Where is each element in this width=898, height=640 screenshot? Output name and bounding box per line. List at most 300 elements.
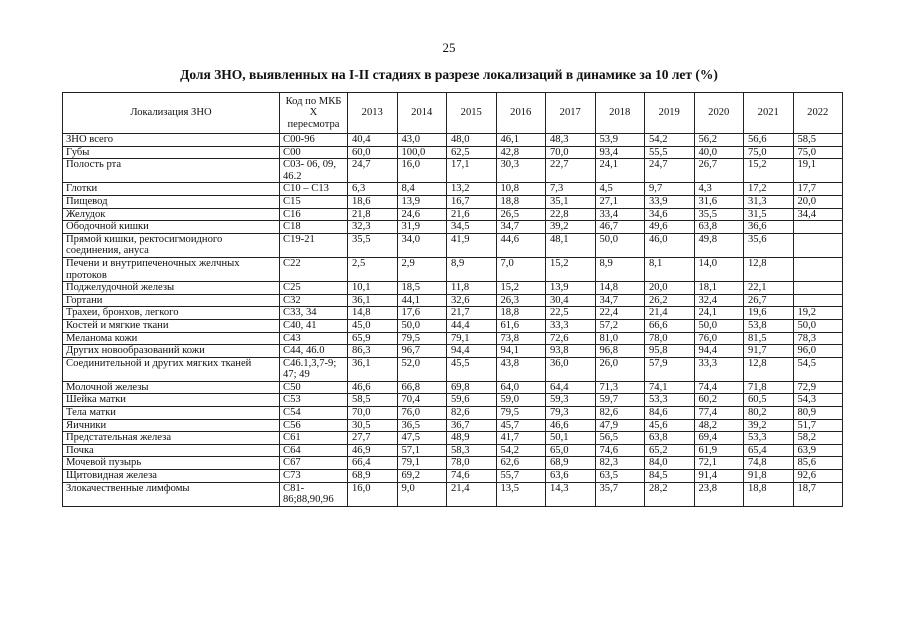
cell-value: 74,6 [595,444,645,457]
cell-value: 50,0 [397,319,447,332]
cell-value: 54,5 [793,357,843,381]
cell-value: 17,2 [744,183,794,196]
cell-value: 32,3 [348,221,398,234]
cell-value: 82,6 [447,407,497,420]
cell-location: Других новообразований кожи [63,345,280,358]
table-row [63,470,843,483]
cell-value: 63,6 [546,470,596,483]
cell-value: 69,4 [694,432,744,445]
cell-value: 21,8 [348,208,398,221]
cell-value: 74,1 [645,381,695,394]
cell-value: 8,4 [397,183,447,196]
cell-code: С03- 06, 09, 46.2 [280,159,348,183]
cell-value: 26,2 [645,294,695,307]
cell-value: 49,6 [645,221,695,234]
cell-value: 21,6 [447,208,497,221]
cell-value: 56,2 [694,134,744,147]
cell-value: 65,0 [546,444,596,457]
cell-value: 48,2 [694,419,744,432]
cell-value: 85,6 [793,457,843,470]
cell-value: 26,7 [694,159,744,183]
header-year: 2013 [348,93,398,134]
cell-value: 66,6 [645,319,695,332]
cell-value: 93,4 [595,146,645,159]
cell-value: 51,7 [793,419,843,432]
cell-value: 45,7 [496,419,546,432]
table-row [63,159,843,183]
cell-value: 54,3 [793,394,843,407]
cell-value: 60,2 [694,394,744,407]
cell-code: С22 [280,257,348,281]
cell-value: 58,3 [447,444,497,457]
header-year: 2016 [496,93,546,134]
cell-value: 44,4 [447,319,497,332]
cell-value: 26,3 [496,294,546,307]
cell-value: 34,4 [793,208,843,221]
header-year: 2017 [546,93,596,134]
cell-value: 32,4 [694,294,744,307]
cell-value: 34,7 [496,221,546,234]
cell-value: 15,2 [546,257,596,281]
cell-value: 65,4 [744,444,794,457]
cell-value: 96,8 [595,345,645,358]
cell-value: 81,5 [744,332,794,345]
cell-value: 70,0 [348,407,398,420]
cell-value: 36,5 [397,419,447,432]
cell-value: 36,0 [546,357,596,381]
cell-value: 80,9 [793,407,843,420]
cell-value: 72,6 [546,332,596,345]
cell-value: 76,0 [397,407,447,420]
cell-value: 63,8 [694,221,744,234]
table-row [63,345,843,358]
cell-value: 63,9 [793,444,843,457]
cell-location: ЗНО всего [63,134,280,147]
cell-value: 14,8 [595,282,645,295]
cell-value: 15,2 [744,159,794,183]
cell-code: С19-21 [280,233,348,257]
cell-value: 24,7 [645,159,695,183]
cell-value: 91,8 [744,470,794,483]
table-row [63,444,843,457]
cell-value: 18,8 [496,307,546,320]
cell-value: 75,0 [744,146,794,159]
cell-code: С56 [280,419,348,432]
cell-value: 22,8 [546,208,596,221]
cell-value: 95,8 [645,345,695,358]
cell-value: 74,4 [694,381,744,394]
cell-value: 65,9 [348,332,398,345]
cell-value: 58,5 [793,134,843,147]
cell-code: С33, 34 [280,307,348,320]
cell-value: 55,5 [645,146,695,159]
cell-value: 7,0 [496,257,546,281]
cell-value: 18,6 [348,195,398,208]
cell-value: 16,7 [447,195,497,208]
cell-location: Желудок [63,208,280,221]
cell-code: С32 [280,294,348,307]
cell-value: 47,5 [397,432,447,445]
cell-value: 39,2 [744,419,794,432]
cell-value: 53,9 [595,134,645,147]
cell-value: 13,2 [447,183,497,196]
cell-value: 36,7 [447,419,497,432]
cell-code: С54 [280,407,348,420]
cell-value: 53,3 [744,432,794,445]
table-row [63,307,843,320]
header-year: 2019 [645,93,695,134]
cell-value: 80,2 [744,407,794,420]
header-location: Локализация ЗНО [63,93,280,134]
cell-value: 21,7 [447,307,497,320]
header-year: 2020 [694,93,744,134]
cell-value: 31,9 [397,221,447,234]
cell-value: 96,7 [397,345,447,358]
cell-location: Соединительной и других мягких тканей [63,357,280,381]
cell-value: 69,8 [447,381,497,394]
cell-value: 78,0 [447,457,497,470]
cell-value: 59,3 [546,394,596,407]
cell-value: 11,8 [447,282,497,295]
table-header-row [63,93,843,134]
cell-value: 15,2 [496,282,546,295]
page-number: 25 [442,40,456,55]
document-title: Доля ЗНО, выявленных на I-II стадиях в разрезе локализаций в динамике за 10 лет (%) [180,67,718,82]
cell-value: 35,6 [744,233,794,257]
cell-value: 32,6 [447,294,497,307]
cell-value: 49,8 [694,233,744,257]
cell-location: Прямой кишки, ректосигмоидного соединения, ануса [63,233,280,257]
cell-value: 72,1 [694,457,744,470]
cell-value: 78,0 [645,332,695,345]
cell-value: 21,4 [645,307,695,320]
header-year: 2022 [793,93,843,134]
cell-value: 45,0 [348,319,398,332]
cell-value: 13,9 [397,195,447,208]
cell-value: 36,1 [348,294,398,307]
header-year: 2021 [744,93,794,134]
cell-code: С44, 46.0 [280,345,348,358]
cell-value: 58,2 [793,432,843,445]
cell-value: 35,5 [348,233,398,257]
cell-value: 59,6 [447,394,497,407]
table-row [63,419,843,432]
cell-value: 71,3 [595,381,645,394]
cell-value: 70,0 [546,146,596,159]
cell-value: 50,0 [793,319,843,332]
cell-value: 2,5 [348,257,398,281]
cell-code: С40, 41 [280,319,348,332]
cell-value: 34,5 [447,221,497,234]
cell-value: 92,6 [793,470,843,483]
cell-value: 63,5 [595,470,645,483]
cell-value: 79,5 [496,407,546,420]
cell-value: 9,0 [397,482,447,506]
cell-value: 76,0 [694,332,744,345]
cell-value: 28,2 [645,482,695,506]
cell-value: 71,8 [744,381,794,394]
cell-value: 55,7 [496,470,546,483]
cell-value: 73,8 [496,332,546,345]
cell-value: 22,5 [546,307,596,320]
cell-value: 43,8 [496,357,546,381]
cell-value: 77,4 [694,407,744,420]
cell-value: 44,6 [496,233,546,257]
cell-value: 82,6 [595,407,645,420]
cell-value: 34,7 [595,294,645,307]
cell-value: 68,9 [348,470,398,483]
cell-value: 20,0 [645,282,695,295]
cell-value: 41,9 [447,233,497,257]
cell-location: Костей и мягкие ткани [63,319,280,332]
cell-location: Почка [63,444,280,457]
cell-location: Мочевой пузырь [63,457,280,470]
cell-value: 65,2 [645,444,695,457]
cell-value: 17,1 [447,159,497,183]
cell-value: 54,2 [496,444,546,457]
cell-value: 56,6 [744,134,794,147]
cell-value: 46,1 [496,134,546,147]
cell-value: 72,9 [793,381,843,394]
cell-code: С00-96 [280,134,348,147]
cell-value: 64,4 [546,381,596,394]
cell-code: С64 [280,444,348,457]
cell-code: С67 [280,457,348,470]
cell-value: 70,4 [397,394,447,407]
cell-value: 36,6 [744,221,794,234]
cell-location: Молочной железы [63,381,280,394]
cell-value: 93,8 [546,345,596,358]
cell-value: 50,0 [595,233,645,257]
cell-code: С00 [280,146,348,159]
cell-value: 30,5 [348,419,398,432]
cell-code: С15 [280,195,348,208]
cell-value: 74,8 [744,457,794,470]
cell-value: 61,6 [496,319,546,332]
cell-value: 31,3 [744,195,794,208]
table-body [63,134,843,507]
cell-code: С25 [280,282,348,295]
cell-value: 91,7 [744,345,794,358]
cell-value: 2,9 [397,257,447,281]
cell-value: 40,0 [694,146,744,159]
cell-value: 46,6 [348,381,398,394]
cell-value: 43,0 [397,134,447,147]
cell-value: 7,3 [546,183,596,196]
cell-value: 79,1 [397,457,447,470]
cell-value: 57,9 [645,357,695,381]
cell-value: 30,4 [546,294,596,307]
table-row [63,257,843,281]
cell-value: 84,0 [645,457,695,470]
cell-value: 59,7 [595,394,645,407]
table-row [63,282,843,295]
cell-value: 94,1 [496,345,546,358]
cell-code: С53 [280,394,348,407]
cell-code: С50 [280,381,348,394]
table-row [63,319,843,332]
cell-value: 79,5 [397,332,447,345]
cell-value: 9,7 [645,183,695,196]
cell-value: 54,2 [645,134,695,147]
cell-code: С18 [280,221,348,234]
cell-value: 64,0 [496,381,546,394]
cell-value: 24,7 [348,159,398,183]
header-code: Код по МКБ X пересмотра [280,93,348,134]
cell-value: 21,4 [447,482,497,506]
cell-value: 35,5 [694,208,744,221]
cell-value: 30,3 [496,159,546,183]
table-row [63,407,843,420]
cell-value [793,233,843,257]
cell-value: 18,8 [496,195,546,208]
cell-value: 31,6 [694,195,744,208]
cell-location: Пищевод [63,195,280,208]
cell-value: 59,0 [496,394,546,407]
cell-value: 12,8 [744,357,794,381]
cell-value: 56,5 [595,432,645,445]
table-row [63,357,843,381]
cell-value: 18,1 [694,282,744,295]
table-row [63,146,843,159]
cell-value: 26,0 [595,357,645,381]
table-row [63,457,843,470]
cell-location: Меланома кожи [63,332,280,345]
cell-value: 42,8 [496,146,546,159]
cell-value: 62,5 [447,146,497,159]
cell-value: 33,3 [694,357,744,381]
cell-value: 86,3 [348,345,398,358]
cell-value: 48,0 [447,134,497,147]
cell-value: 24,1 [694,307,744,320]
cell-value: 48,1 [546,233,596,257]
cell-value: 48,9 [447,432,497,445]
cell-location: Глотки [63,183,280,196]
cell-value: 94,4 [694,345,744,358]
cell-value: 57,2 [595,319,645,332]
cell-value: 40,4 [348,134,398,147]
cell-value [793,282,843,295]
cell-code: С10 – С13 [280,183,348,196]
cell-code: С81-86;88,90,96 [280,482,348,506]
cell-value: 94,4 [447,345,497,358]
cell-value: 26,7 [744,294,794,307]
table-row [63,233,843,257]
cell-value: 20,0 [793,195,843,208]
cell-value: 66,8 [397,381,447,394]
cell-value: 18,8 [744,482,794,506]
cell-value: 53,8 [744,319,794,332]
header-year: 2015 [447,93,497,134]
cell-value: 14,3 [546,482,596,506]
table-row [63,134,843,147]
cell-value: 26,5 [496,208,546,221]
cell-value: 27,7 [348,432,398,445]
cell-value: 8,9 [595,257,645,281]
cell-location: Губы [63,146,280,159]
cell-value: 24,6 [397,208,447,221]
cell-value: 46,0 [645,233,695,257]
cell-value [793,221,843,234]
cell-value: 18,5 [397,282,447,295]
header-year: 2018 [595,93,645,134]
cell-value: 52,0 [397,357,447,381]
cell-code: С43 [280,332,348,345]
cell-value: 50,1 [546,432,596,445]
cell-value [793,294,843,307]
cell-location: Щитовидная железа [63,470,280,483]
table-row [63,394,843,407]
cell-location: Яичники [63,419,280,432]
cell-value: 19,6 [744,307,794,320]
cell-value: 84,6 [645,407,695,420]
cell-value: 63,8 [645,432,695,445]
cell-value: 33,4 [595,208,645,221]
cell-value: 60,5 [744,394,794,407]
cell-value: 50,0 [694,319,744,332]
cell-value: 82,3 [595,457,645,470]
cell-value: 35,1 [546,195,596,208]
cell-value: 10,8 [496,183,546,196]
table-row [63,208,843,221]
cell-value: 96,0 [793,345,843,358]
cell-value: 69,2 [397,470,447,483]
cell-location: Ободочной кишки [63,221,280,234]
table-row [63,482,843,506]
cell-value: 41,7 [496,432,546,445]
cell-value: 46,6 [546,419,596,432]
table-row [63,195,843,208]
cell-value: 46,9 [348,444,398,457]
cell-location: Тела матки [63,407,280,420]
header-year: 2014 [397,93,447,134]
cell-value: 81,0 [595,332,645,345]
cell-value: 100,0 [397,146,447,159]
cell-value: 79,1 [447,332,497,345]
cell-value: 13,9 [546,282,596,295]
cell-value: 57,1 [397,444,447,457]
cell-value: 19,1 [793,159,843,183]
cell-value: 23,8 [694,482,744,506]
cell-location: Печени и внутрипеченочных желчных протоков [63,257,280,281]
table-row [63,221,843,234]
cell-value: 13,5 [496,482,546,506]
cell-value: 16,0 [348,482,398,506]
cell-value: 34,0 [397,233,447,257]
cell-value: 46,7 [595,221,645,234]
localization-table [62,92,843,507]
cell-value: 34,6 [645,208,695,221]
table-row [63,294,843,307]
cell-value: 17,6 [397,307,447,320]
cell-value: 18,7 [793,482,843,506]
cell-value: 35,7 [595,482,645,506]
cell-value: 58,5 [348,394,398,407]
cell-code: С61 [280,432,348,445]
cell-value: 4,3 [694,183,744,196]
table-row [63,381,843,394]
cell-value: 19,2 [793,307,843,320]
cell-value: 14,8 [348,307,398,320]
cell-value: 45,6 [645,419,695,432]
cell-value: 8,1 [645,257,695,281]
cell-value: 68,9 [546,457,596,470]
cell-value [793,257,843,281]
cell-value: 4,5 [595,183,645,196]
cell-location: Полость рта [63,159,280,183]
cell-value: 75,0 [793,146,843,159]
cell-value: 17,7 [793,183,843,196]
